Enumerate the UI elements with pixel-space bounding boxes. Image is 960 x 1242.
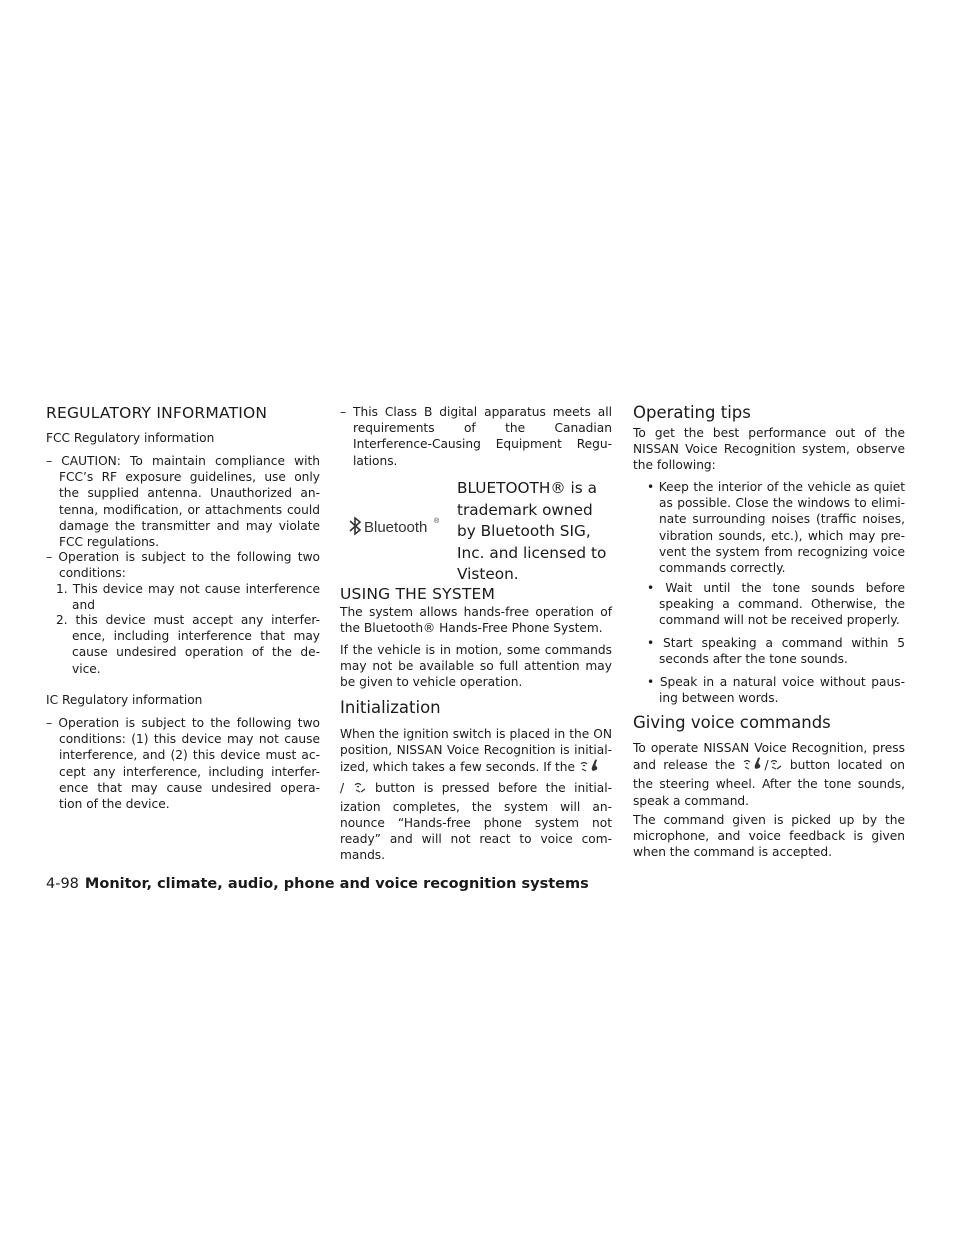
- initialization-text-b: button is pressed before the initial- ization completes, the system will an- nounce “Hands-free phone system not ready” and will not react to voice com- mands.: [340, 780, 613, 863]
- initialization-paragraph: When the ignition switch is placed in the ON position, NISSAN Voice Recognition is initial- ized, which takes a few seconds. If the / button is pressed before the initial- ization completes, the system will an- nounce “Hands-free phone system not ready” and will not react to voice com- mands.: [340, 727, 613, 863]
- voice-text-b: button located on the steering wheel. After the tone sounds, speak a command.: [633, 758, 906, 808]
- bluetooth-logo-text: Bluetooth: [364, 519, 428, 536]
- tip-item: • Wait until the tone sounds before speaking a command. Otherwise, the command will not be received properly.: [647, 581, 905, 628]
- voice-icon: [769, 756, 783, 776]
- operating-tips-heading: Operating tips: [633, 403, 751, 422]
- condition-2: 2. this device must accept any interfer- ence, including interference that may cause undesired operation of the de- vice.: [56, 613, 320, 676]
- condition-1: 1. This device may not cause interference and: [56, 582, 320, 613]
- tip-item: • Keep the interior of the vehicle as quiet as possible. Close the windows to elimi- nate surrounding noises (traffic noises, vibration sounds, etc.), which may pre- vent the system from recognizing voice commands correctly.: [647, 480, 905, 576]
- chapter-title: Monitor, climate, audio, phone and voice recognition systems: [84, 876, 589, 892]
- fcc-title: FCC Regulatory information: [46, 431, 215, 445]
- svg-text:®: ®: [434, 518, 440, 525]
- ic-operation: – Operation is subject to the following two conditions: (1) this device may not cause interference, and (2) this device must ac- cept any interference, including interfer- ence that may cause undesired opera- tion of the device.: [46, 716, 320, 812]
- tip-item: • Start speaking a command within 5 seconds after the tone sounds.: [647, 636, 905, 667]
- bluetooth-logo: [348, 515, 440, 537]
- using-paragraph-1: The system allows hands-free operation of the Bluetooth® Hands-Free Phone System.: [340, 605, 612, 636]
- initialization-heading: Initialization: [340, 698, 441, 717]
- tip-item: • Speak in a natural voice without paus- ing between words.: [647, 675, 905, 706]
- regulatory-heading: REGULATORY INFORMATION: [46, 404, 268, 422]
- using-paragraph-2: If the vehicle is in motion, some commands may not be available so full attention may be given to vehicle operation.: [340, 643, 612, 690]
- voice-commands-heading: Giving voice commands: [633, 713, 831, 732]
- bluetooth-rune-icon: [348, 515, 440, 537]
- page-footer: [46, 876, 589, 892]
- voice-icon: [353, 779, 367, 799]
- fcc-caution: – CAUTION: To maintain compliance with FCC’s RF exposure guidelines, use only the supplied antenna. Unauthorized an- tenna, modification, or attachments could damage the transmitter and may violate FCC regulations.: [46, 454, 320, 550]
- voice-phone-icon: [742, 756, 764, 776]
- bluetooth-trademark-notice: BLUETOOTH® is a trademark owned by Bluetooth SIG, Inc. and licensed to Visteon.: [457, 479, 607, 583]
- voice-paragraph-1: To operate NISSAN Voice Recognition, press and release the / button located on the steering wheel. After the tone sounds, speak a command.: [633, 741, 906, 808]
- voice-text-a: To operate NISSAN Voice Recognition, press and release the: [633, 741, 905, 773]
- tips-intro: To get the best performance out of the NISSAN Voice Recognition system, observe the following:: [633, 426, 905, 473]
- page-number: 4-98: [46, 876, 79, 892]
- ic-title: IC Regulatory information: [46, 693, 203, 707]
- initialization-text-a: When the ignition switch is placed in the ON position, NISSAN Voice Recognition is initial- ized, which takes a few seconds. If the: [340, 727, 612, 775]
- fcc-operation: – Operation is subject to the following two conditions:: [46, 550, 320, 581]
- voice-phone-icon: [579, 758, 601, 778]
- class-b-notice: – This Class B digital apparatus meets all requirements of the Canadian Interference-Causing Equipment Regu- lations.: [340, 405, 612, 468]
- using-system-heading: USING THE SYSTEM: [340, 585, 496, 603]
- voice-paragraph-2: The command given is picked up by the microphone, and voice feedback is given when the command is accepted.: [633, 813, 905, 860]
